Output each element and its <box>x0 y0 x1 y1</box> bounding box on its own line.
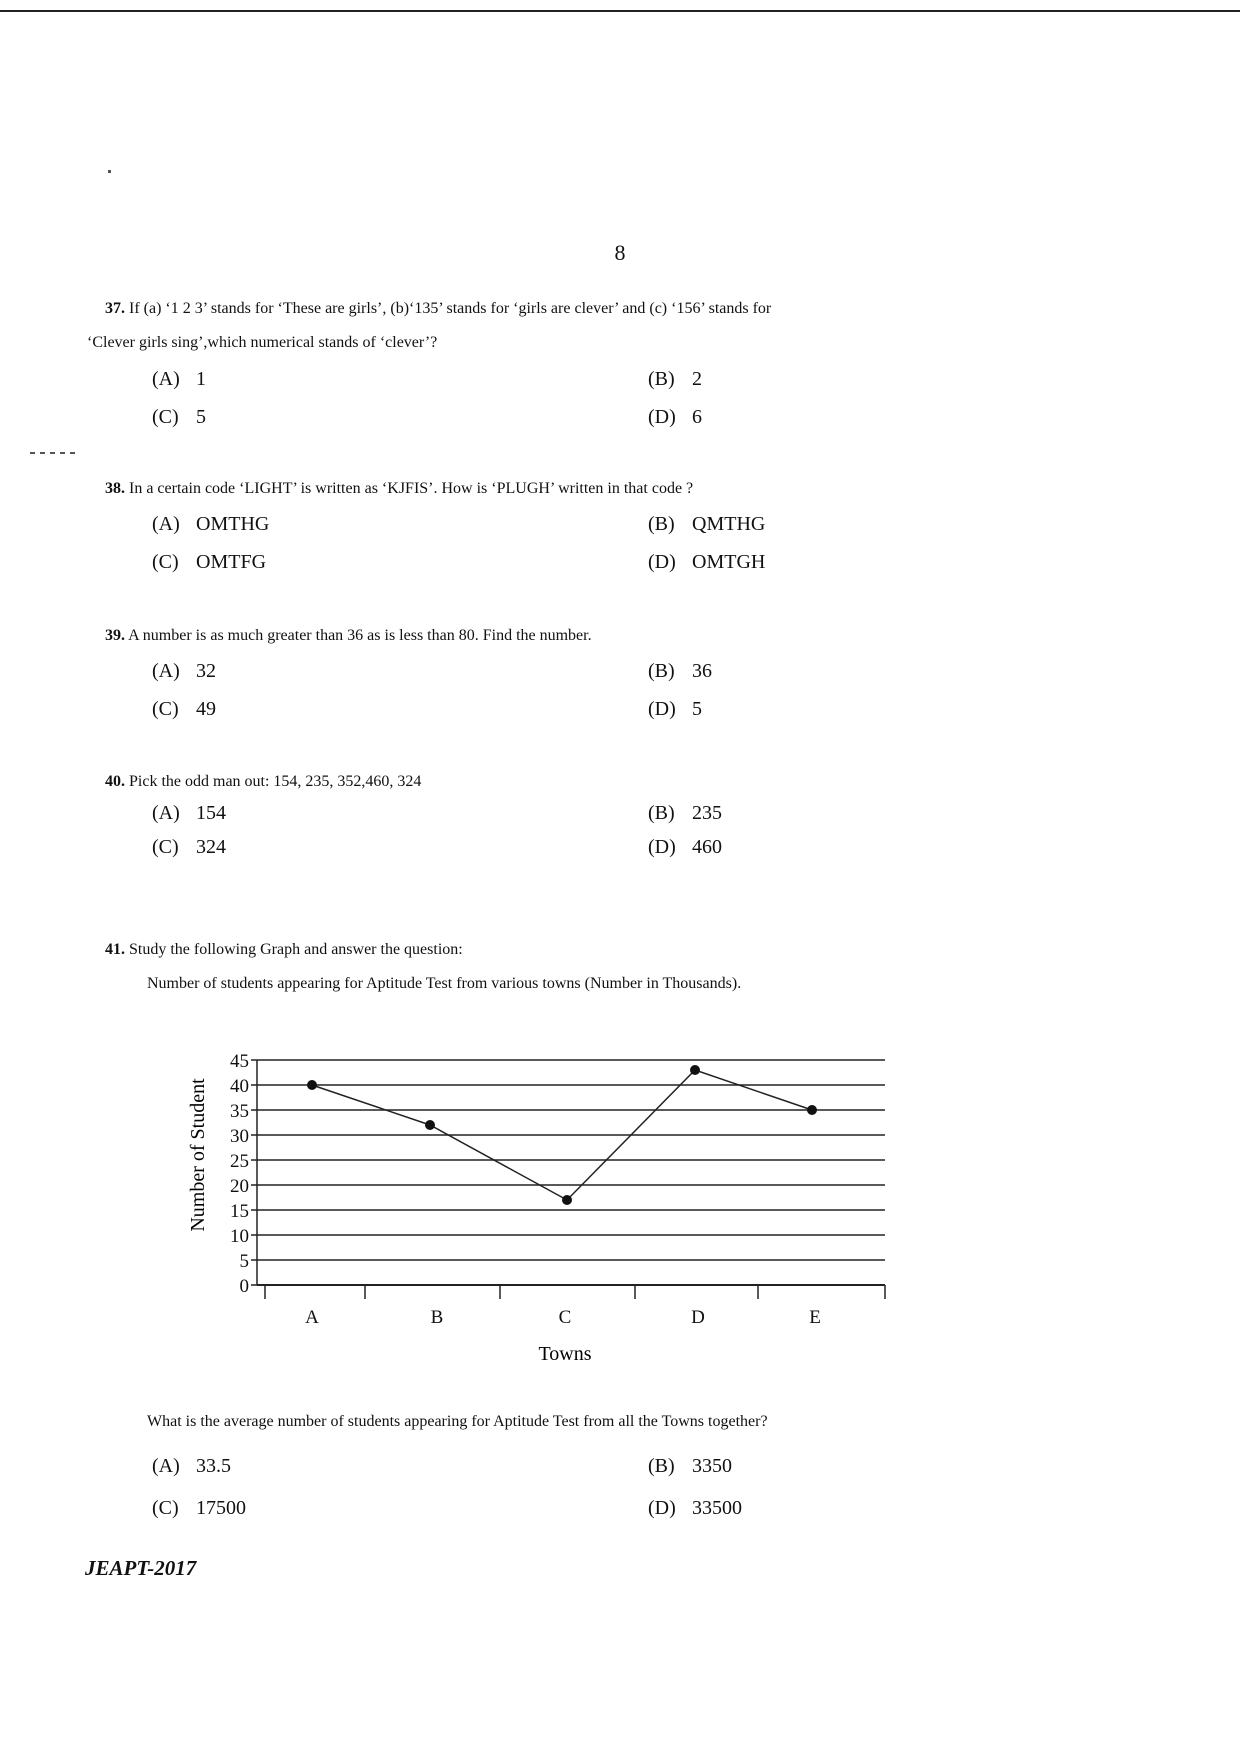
question-41-option-d[interactable] <box>648 1497 742 1520</box>
question-41-question <box>147 1405 1147 1439</box>
question-38-text: In a certain code ‘LIGHT’ is written as ‘KJFIS’. How is ‘PLUGH’ written in that code ? <box>129 480 694 497</box>
question-37-text-line2: ‘Clever girls sing’,which numerical stands of ‘clever’? <box>87 334 438 351</box>
option-text: OMTHG <box>196 513 270 535</box>
x-tick-label: C <box>558 1307 572 1328</box>
option-text: 2 <box>692 368 702 390</box>
question-41-option-a[interactable] <box>152 1455 231 1478</box>
option-text: 5 <box>692 698 702 720</box>
question-38-option-b[interactable] <box>648 513 765 536</box>
question-40-option-a[interactable] <box>152 802 226 825</box>
option-label: (B) <box>648 660 675 682</box>
y-tick-label: 15 <box>230 1201 249 1222</box>
question-37-option-b[interactable] <box>648 368 702 391</box>
chart-x-ticks <box>265 1285 885 1328</box>
option-text: 1 <box>196 368 206 390</box>
question-39-option-d[interactable] <box>648 698 702 721</box>
top-rule <box>0 10 1240 12</box>
option-text: 6 <box>692 406 702 428</box>
question-37-stem-line2 <box>87 326 1087 360</box>
option-label: (B) <box>648 802 675 824</box>
option-text: 49 <box>196 698 216 720</box>
option-label: (B) <box>648 368 675 390</box>
y-tick-label: 5 <box>239 1251 249 1272</box>
question-38-stem <box>105 472 1105 506</box>
line-chart <box>180 1035 900 1375</box>
question-37-stem <box>105 292 1105 326</box>
scan-speck <box>108 170 111 173</box>
y-tick-label: 30 <box>230 1126 249 1147</box>
option-label: (D) <box>648 698 676 720</box>
question-39-option-c[interactable] <box>152 698 216 721</box>
question-39-option-a[interactable] <box>152 660 216 683</box>
option-text: 324 <box>196 836 226 858</box>
question-41-option-c[interactable] <box>152 1497 246 1520</box>
question-40-option-c[interactable] <box>152 836 226 859</box>
y-tick-label: 0 <box>239 1276 249 1297</box>
option-text: 33500 <box>692 1497 742 1519</box>
option-text: 33.5 <box>196 1455 231 1477</box>
option-text: OMTFG <box>196 551 267 573</box>
option-text: 3350 <box>692 1455 732 1477</box>
question-40-option-d[interactable] <box>648 836 722 859</box>
question-40-stem <box>105 765 1105 799</box>
option-label: (C) <box>152 1497 179 1519</box>
question-39-option-b[interactable] <box>648 660 712 683</box>
data-point-a <box>307 1080 317 1090</box>
option-text: 17500 <box>196 1497 246 1519</box>
option-label: (D) <box>648 551 676 573</box>
y-tick-label: 40 <box>230 1076 249 1097</box>
question-38-number: 38. <box>105 480 125 497</box>
option-text: 36 <box>692 660 712 682</box>
option-text: OMTGH <box>692 551 766 573</box>
option-label: (A) <box>152 1455 180 1477</box>
question-39-text: A number is as much greater than 36 as is less than 80. Find the number. <box>128 627 592 644</box>
option-label: (C) <box>152 551 179 573</box>
chart-y-axis-label: Number of Student <box>187 1078 209 1232</box>
option-text: 154 <box>196 802 226 824</box>
question-41-stem <box>105 933 1105 967</box>
question-41-stem-line2 <box>147 967 1147 1001</box>
option-label: (B) <box>648 513 675 535</box>
y-tick-label: 10 <box>230 1226 249 1247</box>
question-37-text-line1: If (a) ‘1 2 3’ stands for ‘These are girls’, (b)‘135’ stands for ‘girls are clever’ and (c) ‘156’ stands for <box>129 300 772 317</box>
question-38-option-a[interactable] <box>152 513 269 536</box>
y-tick-label: 35 <box>230 1101 249 1122</box>
question-41-text-line1: Study the following Graph and answer the question: <box>129 941 463 958</box>
x-tick-label: A <box>305 1307 319 1328</box>
option-label: (A) <box>152 802 180 824</box>
option-label: (C) <box>152 698 179 720</box>
question-39-stem <box>105 619 1105 653</box>
option-label: (B) <box>648 1455 675 1477</box>
exam-code: JEAPT-2017 <box>85 1556 197 1580</box>
question-38-option-c[interactable] <box>152 551 266 574</box>
question-41-option-b[interactable] <box>648 1455 732 1478</box>
y-tick-label: 20 <box>230 1176 249 1197</box>
question-37-option-a[interactable] <box>152 368 206 391</box>
x-tick-label: B <box>430 1307 444 1328</box>
x-tick-label: D <box>691 1307 705 1328</box>
x-tick-label: E <box>809 1307 821 1328</box>
option-label: (C) <box>152 406 179 428</box>
data-point-e <box>807 1105 817 1115</box>
question-37-option-c[interactable] <box>152 406 206 429</box>
option-text: 5 <box>196 406 206 428</box>
question-41-number: 41. <box>105 941 125 958</box>
question-40-text: Pick the odd man out: 154, 235, 352,460, 324 <box>129 773 422 790</box>
question-40-option-b[interactable] <box>648 802 722 825</box>
question-37-option-d[interactable] <box>648 406 702 429</box>
question-41-text-line2: Number of students appearing for Aptitude Test from various towns (Number in Thousands). <box>147 975 742 992</box>
question-41-question-text: What is the average number of students appearing for Aptitude Test from all the Towns together? <box>147 1413 768 1430</box>
question-39-number: 39. <box>105 627 125 644</box>
chart-gridlines <box>257 1060 885 1285</box>
data-point-b <box>425 1120 435 1130</box>
option-label: (A) <box>152 660 180 682</box>
option-text: QMTHG <box>692 513 766 535</box>
chart-x-axis-label: Towns <box>538 1343 592 1365</box>
option-text: 32 <box>196 660 216 682</box>
y-tick-label: 45 <box>230 1051 249 1072</box>
option-text: 235 <box>692 802 722 824</box>
question-38-option-d[interactable] <box>648 551 765 574</box>
option-label: (D) <box>648 836 676 858</box>
question-40-number: 40. <box>105 773 125 790</box>
chart-y-ticks <box>230 1051 257 1297</box>
option-label: (A) <box>152 368 180 390</box>
y-tick-label: 25 <box>230 1151 249 1172</box>
question-37-number: 37. <box>105 300 125 317</box>
option-label: (C) <box>152 836 179 858</box>
page-number: 8 <box>614 240 626 265</box>
option-label: (D) <box>648 406 676 428</box>
scan-dashes <box>30 452 75 454</box>
data-point-d <box>690 1065 700 1075</box>
data-point-c <box>562 1195 572 1205</box>
option-label: (A) <box>152 513 180 535</box>
option-text: 460 <box>692 836 722 858</box>
option-label: (D) <box>648 1497 676 1519</box>
